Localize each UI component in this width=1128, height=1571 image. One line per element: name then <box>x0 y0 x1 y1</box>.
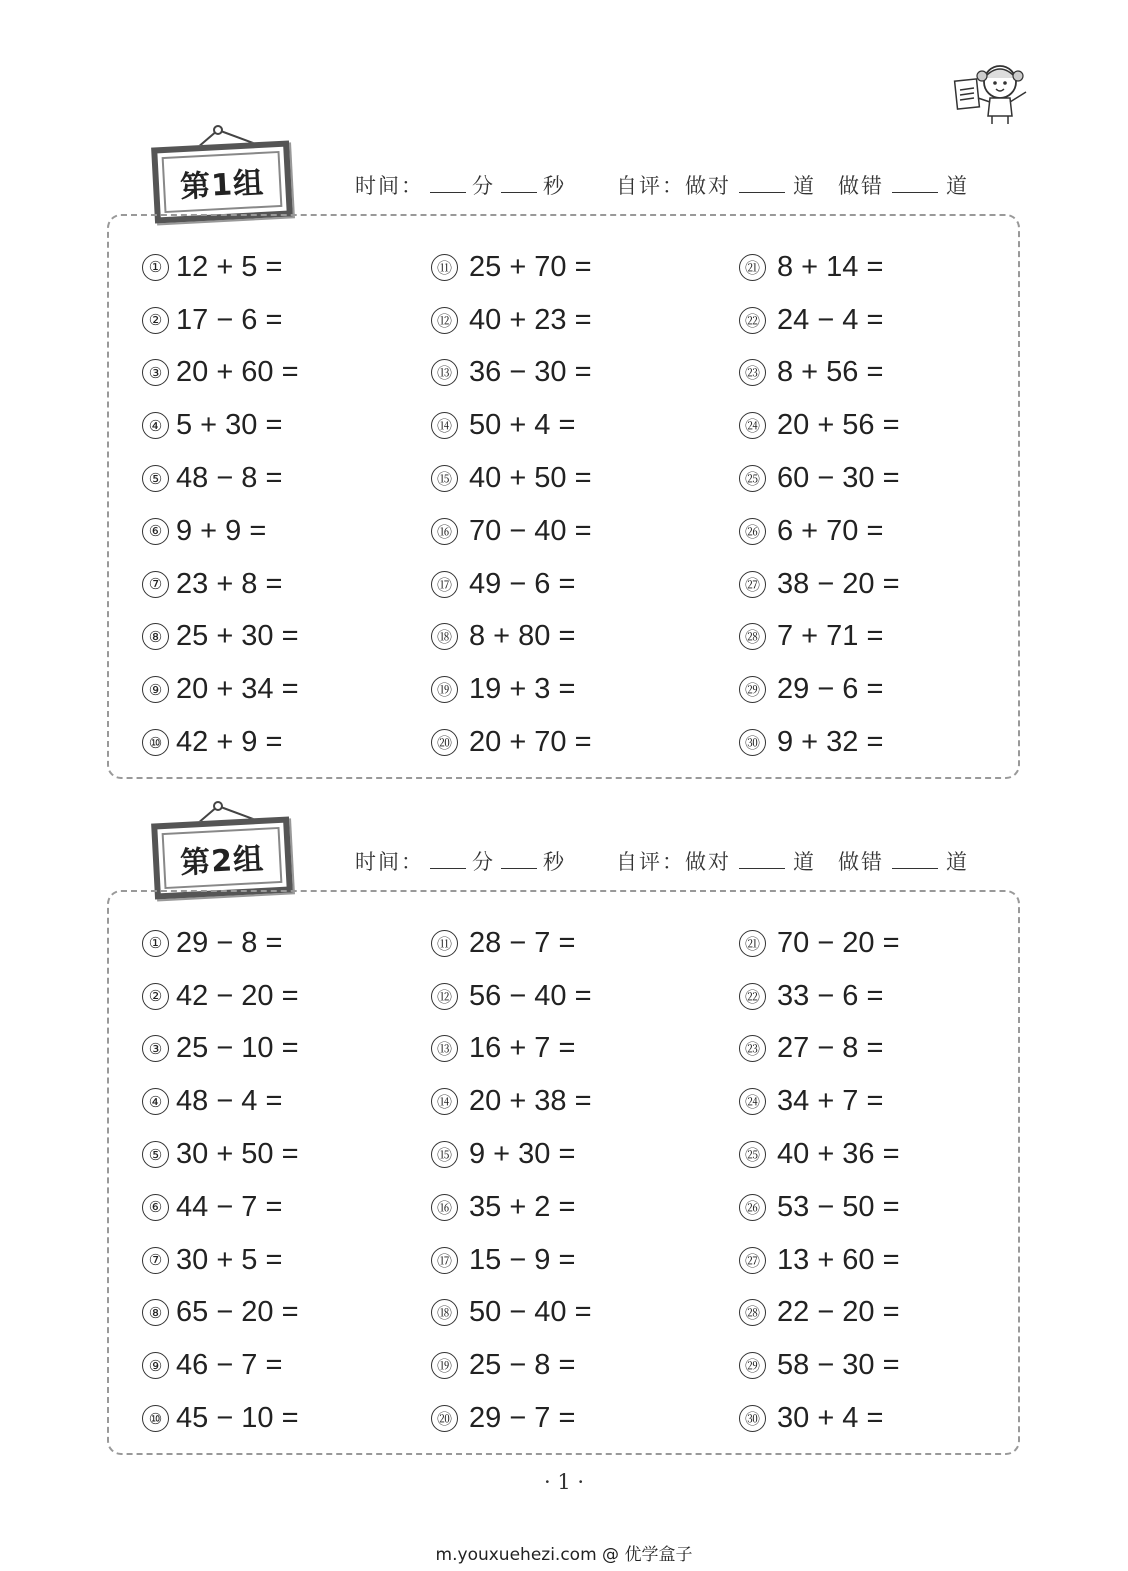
problem-expression: 50 + 4 = <box>469 409 576 442</box>
problem-item <box>431 1075 739 1128</box>
problem-item <box>431 1234 739 1287</box>
problem-number: ⑤ <box>142 1141 169 1168</box>
problem-number: ⑫ <box>431 307 458 334</box>
problem-item <box>739 241 1022 294</box>
problem-item <box>739 505 1022 558</box>
problem-number: ⑭ <box>431 412 458 439</box>
problem-number: ⑭ <box>431 1088 458 1115</box>
problem-expression: 25 + 30 = <box>176 620 299 653</box>
problem-item <box>739 611 1022 664</box>
problem-expression: 40 + 50 = <box>469 462 592 495</box>
problem-expression: 38 − 20 = <box>777 567 900 600</box>
problem-item <box>431 917 739 970</box>
group-title-frame <box>151 140 293 223</box>
problem-expression: 34 + 7 = <box>777 1085 884 1118</box>
problem-item <box>739 1128 1022 1181</box>
problem-expression: 28 − 7 = <box>469 926 576 959</box>
problem-expression: 6 + 70 = <box>777 514 884 547</box>
problem-number: ⑩ <box>142 1405 169 1432</box>
problem-item <box>739 558 1022 611</box>
problem-number: ⑧ <box>142 623 169 650</box>
correct-label: 自评：做对 <box>616 174 731 198</box>
problem-number: ⑰ <box>431 1247 458 1274</box>
problem-item <box>739 347 1022 400</box>
problem-expression: 24 − 4 = <box>777 303 884 336</box>
problem-grid <box>142 241 1022 771</box>
problem-number: ⑰ <box>431 571 458 598</box>
problem-expression: 44 − 7 = <box>176 1190 283 1223</box>
problem-item <box>142 917 431 970</box>
problem-expression: 25 − 10 = <box>176 1032 299 1065</box>
problem-number: ㉖ <box>739 518 766 545</box>
problem-expression: 27 − 8 = <box>777 1032 884 1065</box>
problem-number: ㉕ <box>739 465 766 492</box>
problem-item <box>739 970 1022 1023</box>
problem-item <box>739 1181 1022 1234</box>
problem-item <box>142 970 431 1023</box>
problem-number: ㉙ <box>739 676 766 703</box>
problem-expression: 70 − 40 = <box>469 514 592 547</box>
minutes-unit: 分 <box>472 850 495 874</box>
problem-number: ㉒ <box>739 307 766 334</box>
problem-item <box>431 1128 739 1181</box>
correct-count-blank[interactable] <box>739 850 785 869</box>
seconds-unit: 秒 <box>543 174 566 198</box>
problem-expression: 30 + 5 = <box>176 1243 283 1276</box>
problem-item <box>142 558 431 611</box>
problem-item <box>431 1181 739 1234</box>
problem-expression: 17 − 6 = <box>176 303 283 336</box>
problem-number: ⑨ <box>142 1352 169 1379</box>
correct-count-blank[interactable] <box>739 174 785 193</box>
problem-expression: 40 + 36 = <box>777 1138 900 1171</box>
problem-number: ⑫ <box>431 983 458 1010</box>
page-number: · 1 · <box>543 1470 585 1494</box>
problem-expression: 46 − 7 = <box>176 1349 283 1382</box>
problem-item <box>739 1234 1022 1287</box>
problem-expression: 70 − 20 = <box>777 926 900 959</box>
problem-expression: 60 − 30 = <box>777 462 900 495</box>
problem-number: ⑲ <box>431 676 458 703</box>
problem-expression: 12 + 5 = <box>176 250 283 283</box>
problem-expression: 20 + 38 = <box>469 1085 592 1118</box>
problem-item <box>739 663 1022 716</box>
problem-item <box>142 1287 431 1340</box>
group-title-frame <box>151 816 293 899</box>
correct-unit: 道 <box>793 174 816 198</box>
problem-expression: 56 − 40 = <box>469 979 592 1012</box>
problem-expression: 20 + 60 = <box>176 356 299 389</box>
problem-expression: 25 + 70 = <box>469 250 592 283</box>
problem-item <box>739 1339 1022 1392</box>
problem-number: ⑲ <box>431 1352 458 1379</box>
problem-item <box>431 1023 739 1076</box>
problem-expression: 35 + 2 = <box>469 1190 576 1223</box>
wrong-label: 做错 <box>838 850 884 874</box>
group-title: 第2组 <box>179 841 265 882</box>
problem-item <box>739 716 1022 769</box>
problem-expression: 33 − 6 = <box>777 979 884 1012</box>
problem-item <box>142 1234 431 1287</box>
problem-expression: 9 + 9 = <box>176 514 267 547</box>
problem-expression: 20 + 34 = <box>176 673 299 706</box>
problem-item <box>431 558 739 611</box>
time-label: 时间： <box>355 850 424 874</box>
problem-item <box>142 1128 431 1181</box>
problem-item <box>431 1339 739 1392</box>
problem-item <box>431 611 739 664</box>
problem-number: ㉚ <box>739 1405 766 1432</box>
problem-number: ㉔ <box>739 1088 766 1115</box>
problem-expression: 8 + 80 = <box>469 620 576 653</box>
problem-number: ㉓ <box>739 359 766 386</box>
problem-number: ⑤ <box>142 465 169 492</box>
problem-number: ⑧ <box>142 1299 169 1326</box>
problem-expression: 15 − 9 = <box>469 1243 576 1276</box>
problem-item <box>739 1023 1022 1076</box>
problem-number: ⑱ <box>431 1299 458 1326</box>
problem-item <box>431 241 739 294</box>
problem-expression: 8 + 56 = <box>777 356 884 389</box>
problem-item <box>431 505 739 558</box>
problem-expression: 36 − 30 = <box>469 356 592 389</box>
problem-number: ⑦ <box>142 1247 169 1274</box>
wrong-count-blank[interactable] <box>892 850 938 869</box>
problem-number: ⑳ <box>431 729 458 756</box>
minutes-blank[interactable] <box>430 174 466 193</box>
problem-item <box>739 1392 1022 1445</box>
problem-item <box>431 1287 739 1340</box>
problem-number: ⑬ <box>431 359 458 386</box>
problem-item <box>142 399 431 452</box>
problem-expression: 42 − 20 = <box>176 979 299 1012</box>
problem-number: ⑬ <box>431 1035 458 1062</box>
problem-item <box>431 294 739 347</box>
wrong-label: 做错 <box>838 174 884 198</box>
problem-number: ② <box>142 307 169 334</box>
problem-item <box>431 970 739 1023</box>
problem-number: ⑳ <box>431 1405 458 1432</box>
problem-item <box>142 347 431 400</box>
problem-expression: 48 − 8 = <box>176 462 283 495</box>
problem-number: ⑦ <box>142 571 169 598</box>
problem-number: ㉖ <box>739 1194 766 1221</box>
problem-expression: 22 − 20 = <box>777 1296 900 1329</box>
problem-expression: 53 − 50 = <box>777 1190 900 1223</box>
minutes-blank[interactable] <box>430 850 466 869</box>
footer-watermark: m.youxuehezi.com @ 优学盒子 <box>435 1545 693 1565</box>
problem-item <box>739 399 1022 452</box>
correct-unit: 道 <box>793 850 816 874</box>
problem-number: ④ <box>142 412 169 439</box>
problem-expression: 23 + 8 = <box>176 567 283 600</box>
problem-item <box>142 1181 431 1234</box>
mascot-illustration <box>952 58 1036 130</box>
problem-number: ⑥ <box>142 1194 169 1221</box>
problem-expression: 42 + 9 = <box>176 726 283 759</box>
problem-expression: 40 + 23 = <box>469 303 592 336</box>
problem-expression: 29 − 7 = <box>469 1402 576 1435</box>
problem-expression: 8 + 14 = <box>777 250 884 283</box>
problem-item <box>431 347 739 400</box>
problem-number: ㉒ <box>739 983 766 1010</box>
problem-item <box>142 663 431 716</box>
problem-number: ㉗ <box>739 571 766 598</box>
problem-item <box>739 452 1022 505</box>
problem-number: ⑥ <box>142 518 169 545</box>
problem-number: ③ <box>142 1035 169 1062</box>
problem-number: ② <box>142 983 169 1010</box>
timing-and-self-evaluation <box>355 846 969 876</box>
problem-expression: 65 − 20 = <box>176 1296 299 1329</box>
problem-expression: 45 − 10 = <box>176 1402 299 1435</box>
problem-number: ㉕ <box>739 1141 766 1168</box>
problem-number: ⑩ <box>142 729 169 756</box>
wrong-unit: 道 <box>946 174 969 198</box>
problem-number: ⑯ <box>431 1194 458 1221</box>
problem-number: ㉑ <box>739 930 766 957</box>
problem-number: ㉚ <box>739 729 766 756</box>
wrong-count-blank[interactable] <box>892 174 938 193</box>
problem-expression: 48 − 4 = <box>176 1085 283 1118</box>
problem-item <box>739 294 1022 347</box>
seconds-unit: 秒 <box>543 850 566 874</box>
problem-expression: 20 + 56 = <box>777 409 900 442</box>
problem-number: ㉓ <box>739 1035 766 1062</box>
minutes-unit: 分 <box>472 174 495 198</box>
wrong-unit: 道 <box>946 850 969 874</box>
problem-number: ⑮ <box>431 1141 458 1168</box>
problem-item <box>142 716 431 769</box>
problem-expression: 29 − 8 = <box>176 926 283 959</box>
problem-item <box>431 663 739 716</box>
problem-item <box>142 294 431 347</box>
problem-number: ③ <box>142 359 169 386</box>
problem-expression: 29 − 6 = <box>777 673 884 706</box>
problem-number: ㉘ <box>739 623 766 650</box>
problem-item <box>142 1023 431 1076</box>
problem-expression: 58 − 30 = <box>777 1349 900 1382</box>
problem-expression: 50 − 40 = <box>469 1296 592 1329</box>
problem-item <box>142 1075 431 1128</box>
problem-item <box>431 1392 739 1445</box>
problem-expression: 16 + 7 = <box>469 1032 576 1065</box>
problem-number: ⑱ <box>431 623 458 650</box>
problem-number: ④ <box>142 1088 169 1115</box>
problem-expression: 5 + 30 = <box>176 409 283 442</box>
problem-item <box>739 917 1022 970</box>
problem-item <box>142 611 431 664</box>
problem-number: ㉑ <box>739 254 766 281</box>
problem-number: ⑯ <box>431 518 458 545</box>
problem-number: ⑮ <box>431 465 458 492</box>
problem-item <box>431 399 739 452</box>
problem-expression: 30 + 50 = <box>176 1138 299 1171</box>
problem-number: ⑪ <box>431 254 458 281</box>
problem-expression: 19 + 3 = <box>469 673 576 706</box>
problem-number: ㉘ <box>739 1299 766 1326</box>
problem-expression: 20 + 70 = <box>469 726 592 759</box>
problem-item <box>739 1287 1022 1340</box>
problem-number: ㉙ <box>739 1352 766 1379</box>
problem-item <box>431 716 739 769</box>
problem-expression: 49 − 6 = <box>469 567 576 600</box>
problem-expression: 9 + 32 = <box>777 726 884 759</box>
problem-item <box>431 452 739 505</box>
problem-number: ⑪ <box>431 930 458 957</box>
time-label: 时间： <box>355 174 424 198</box>
problem-expression: 7 + 71 = <box>777 620 884 653</box>
seconds-blank[interactable] <box>501 850 537 869</box>
problem-number: ⑨ <box>142 676 169 703</box>
problem-number: ① <box>142 254 169 281</box>
problem-expression: 13 + 60 = <box>777 1243 900 1276</box>
problem-item <box>142 1392 431 1445</box>
group-title: 第1组 <box>179 165 265 206</box>
problem-expression: 9 + 30 = <box>469 1138 576 1171</box>
problem-item <box>142 241 431 294</box>
problem-expression: 25 − 8 = <box>469 1349 576 1382</box>
seconds-blank[interactable] <box>501 174 537 193</box>
problem-number: ㉔ <box>739 412 766 439</box>
problem-item <box>739 1075 1022 1128</box>
problem-number: ㉗ <box>739 1247 766 1274</box>
timing-and-self-evaluation <box>355 170 969 200</box>
problem-expression: 30 + 4 = <box>777 1402 884 1435</box>
problem-item <box>142 452 431 505</box>
problem-item <box>142 505 431 558</box>
correct-label: 自评：做对 <box>616 850 731 874</box>
problem-number: ① <box>142 930 169 957</box>
problem-item <box>142 1339 431 1392</box>
problem-grid <box>142 917 1022 1447</box>
